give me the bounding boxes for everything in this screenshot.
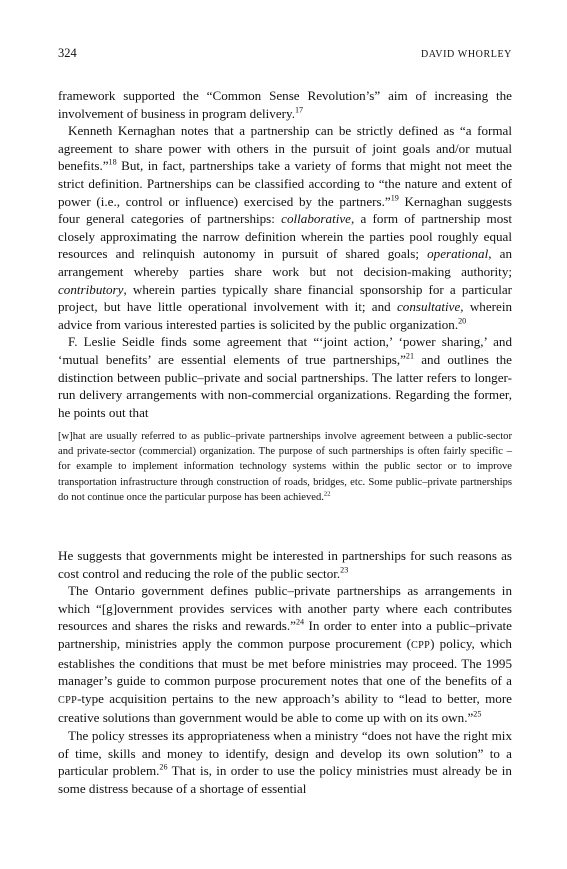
term-operational: operational [427,246,489,262]
paragraph-text: and outlines the distinction between public–private and social partnerships. The latter refers to longer-run delivery arrangements with non-commercial organizations. Regarding the former, he points out that [58,351,512,420]
term-contributory: contributory [58,281,124,297]
acronym-cpp: CPP [58,694,78,706]
paragraph-policy [58,727,512,797]
paragraph-text: , an arrangement whereby parties share work but not decision-making authority; [58,246,512,279]
paragraph-text: -type acquisition pertains to the new approach’s ability to “lead to better, more creative solutions than government would be able to come up with on its own.” [58,690,512,726]
page-number: 324 [58,46,77,60]
footnote-ref: 18 [108,158,117,168]
paragraph-text: He suggests that governments might be interested in partnerships for such reasons as cost control and reducing the role of the public sector. [58,548,512,581]
paragraph-text: But, in fact, partnerships take a variety of forms that might not meet the strict definition. Partnerships can be classified according to “the nature and extent of power (i.e., control or influence) exercised by the partners.” [58,158,512,209]
footnote-ref: 24 [295,618,305,628]
footnote-ref: 25 [473,709,482,719]
paragraph-after-quote [58,547,512,582]
paragraph-text: In order to enter into a public–private partnership, ministries apply the common purpose procurement ( [58,618,512,651]
paragraph-text: , a form of partnership most closely approximating the narrow definition wherein the parties pool roughly equal resources and relinquish autonomy in pursuit of shared goals; [58,211,512,262]
paragraph-text: The policy stresses its appropriateness when a ministry “does not have the right mix of time, skills and money to identify, design and develop its own solution” to a particular problem. [58,727,512,779]
paragraph-text: That is, in order to use the policy ministries must already be in some distress because of a shortage of essential [58,763,512,796]
block-quote [58,429,512,505]
paragraph-text: framework supported the “Common Sense Revolution’s” aim of increasing the involvement of business in program delivery. [58,88,512,121]
paragraph-text: , wherein parties typically share financial sponsorship for a particular project, but have little operational involvement with it; and [58,281,512,315]
footnote-ref: 23 [340,565,349,575]
paragraph-seidle [58,333,512,421]
footnote-ref: 26 [159,762,168,772]
paragraph-text: ) policy, which establishes the conditions that must be met before ministries may proceed. The 1995 manager’s guide to common purpose procurement notes that one of the benefits of a [58,635,512,689]
paragraph-kernaghan [58,122,512,333]
acronym-cpp: CPP [411,639,431,651]
body-text-lower [58,547,512,797]
paragraph-text: F. Leslie Seidle finds some agreement that “‘joint action,’ ‘power sharing,’ and ‘mutual benefits’ are essential elements of true partnerships,” [58,334,512,367]
footnote-ref: 19 [390,193,399,203]
footnote-ref: 21 [405,351,415,361]
footnote-ref: 22 [323,490,331,498]
body-text-upper [58,87,512,421]
paragraph-text: The Ontario government defines public–private partnerships as arrangements in which “[g]overnment provides services with another party where each contributes resources and shares the risks and rewards.” [58,583,512,634]
running-head [58,46,512,62]
footnote-ref: 17 [294,105,304,115]
term-consultative: consultative [397,299,461,315]
paragraph-ontario [58,582,512,727]
paragraph-continued [58,87,512,122]
footnote-ref: 20 [458,316,467,326]
paragraph-text: Kernaghan suggests four general categories of partnerships: [58,193,512,227]
running-title: DAVID WHORLEY [420,49,512,60]
paragraph-text: , wherein advice from various interested parties is solicited by the public organization. [58,299,512,332]
quote-text: [w]hat are usually referred to as public–private partnerships involve agreement between a public-sector and private-sector (commercial) organization. The purpose of such partnerships is often fairly specific – for example to implement information technology systems within the public sector or to improve transportation infrastructure through construction of roads, bridges, etc. Some public–private partnerships do not continue once the particular purpose has been achieved. [58,431,512,503]
paragraph-text: Kenneth Kernaghan notes that a partnership can be strictly defined as “a formal agreement to share power with others in the pursuit of joint goals and/or mutual benefits.” [58,123,512,174]
term-collaborative: collaborative [281,211,351,227]
